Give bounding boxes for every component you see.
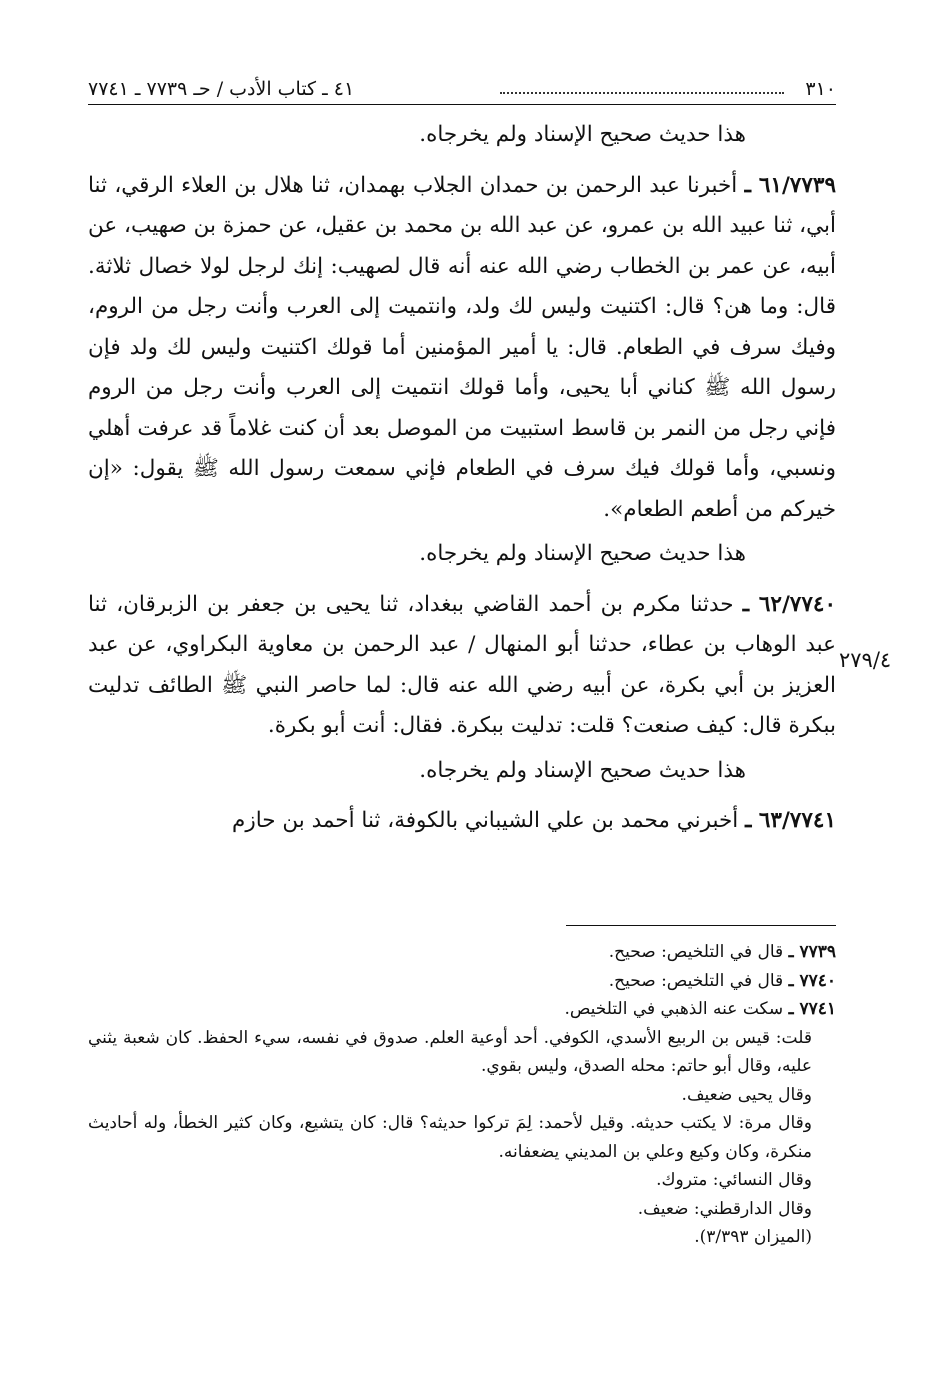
footnote-note: وقال الدارقطني: ضعيف. <box>637 1198 812 1219</box>
footnotes <box>88 925 836 1252</box>
hadith-number: ٦٢/٧٧٤٠ ـ <box>742 591 836 617</box>
hadith-text: أخبرني محمد بن علي الشيباني بالكوفة، ثنا أحمد بن حازم <box>232 808 739 833</box>
footnote-note: وقال مرة: لا يكتب حديثه. وقيل لأحمد: لِمَ تركوا حديثه؟ قال: كان يتشيع، وكان كثير الخطأ، وله أحاديث منكرة، وكان وكيع وعلي بن المديني يضعفانه. <box>88 1113 813 1162</box>
hadith-number: ٦١/٧٧٣٩ ـ <box>744 172 836 198</box>
footnote-text: قال في التلخيص: صحيح. <box>608 942 784 962</box>
footnote-number: ٧٧٣٩ ـ <box>788 942 836 962</box>
footnote-separator <box>566 925 836 926</box>
footnote-7741 <box>88 995 836 1024</box>
hadith-7739 <box>88 166 836 531</box>
hadith-verdict: هذا حديث صحيح الإسناد ولم يخرجاه. <box>419 122 746 147</box>
hadith-verdict: هذا حديث صحيح الإسناد ولم يخرجاه. <box>419 757 746 783</box>
manuscript-margin-note: ٢٧٩/٤ <box>839 648 892 672</box>
footnote-note: وقال النسائي: متروك. <box>656 1170 812 1190</box>
footnote-7740 <box>88 967 836 996</box>
book-page <box>88 70 892 842</box>
footnote-note: قلت: قيس بن الربيع الأسدي، الكوفي. أحد أوعية العلم. صدوق في نفسه، سيء الحفظ. كان شعبة يثني عليه، وقال أبو حاتم: محله الصدق، وليس بقوي. <box>88 1027 812 1076</box>
page-number: ٣١٠ <box>805 78 836 100</box>
hadith-number: ٦٣/٧٧٤١ ـ <box>745 808 836 833</box>
footnote-text: قال في التلخيص: صحيح. <box>608 970 784 991</box>
footnote-source: (الميزان ٣/٣٩٣). <box>694 1227 812 1247</box>
main-text <box>88 115 836 842</box>
hadith-7740 <box>88 585 836 747</box>
running-title: ٤١ ـ كتاب الأدب / حـ ٧٧٣٩ ـ ٧٧٤١ <box>88 78 355 100</box>
header-dot-leader <box>500 92 784 94</box>
footnote-text: سكت عنه الذهبي في التلخيص. <box>564 999 784 1019</box>
hadith-text: أخبرنا عبد الرحمن بن حمدان الجلاب بهمدان، ثنا هلال بن العلاء الرقي، ثنا أبي، ثنا عبيد الله بن عمرو، عن عبد الله بن محمد بن عقيل، عن حمزة بن صهيب، عن أبيه، عن عمر بن الخطاب رضي الله عنه أنه قال لصهيب: إنك لرجل لولا خصال ثلاثة. قال: وما هن؟ قال: اكتنيت وليس لك ولد، وانتميت إلى العرب وأنت رجل من الروم، وفيك سرف في الطعام. قال: يا أمير المؤمنين أما قولك اكتنيت وليس لك ولد فإن رسول الله ﷺ كناني أبا يحيى، وأما قولك انتميت إلى العرب وأنت رجل من الروم فإني رجل من النمر بن قاسط استبيت من الموصل بعد أن كنت غلاماً قد عرفت أهلي ونسبي، وأما قولك فيك سرف في الطعام فإني سمعت رسول الله ﷺ يقول: «إن خيركم من أطعم الطعام». <box>88 172 836 522</box>
page-header <box>88 70 836 105</box>
footnote-note: وقال يحيى ضعيف. <box>681 1084 812 1105</box>
footnote-number: ٧٧٤٠ ـ <box>788 970 836 991</box>
hadith-verdict: هذا حديث صحيح الإسناد ولم يخرجاه. <box>419 541 746 566</box>
hadith-text: حدثنا مكرم بن أحمد القاضي ببغداد، ثنا يحيى بن جعفر بن الزبرقان، ثنا عبد الوهاب بن عطاء، حدثنا أبو المنهال / عبد الرحمن بن معاوية البكراوي، عن عبد العزيز بن أبي بكرة، عن أبيه رضي الله عنه قال: لما حاصر النبي ﷺ الطائف تدليت ببكرة قال: كيف صنعت؟ قلت: تدليت ببكرة. فقال: أنت أبو بكرة. <box>88 591 836 738</box>
hadith-7741 <box>88 801 836 842</box>
footnote-number: ٧٧٤١ ـ <box>788 999 836 1019</box>
footnote-7739 <box>88 938 836 967</box>
